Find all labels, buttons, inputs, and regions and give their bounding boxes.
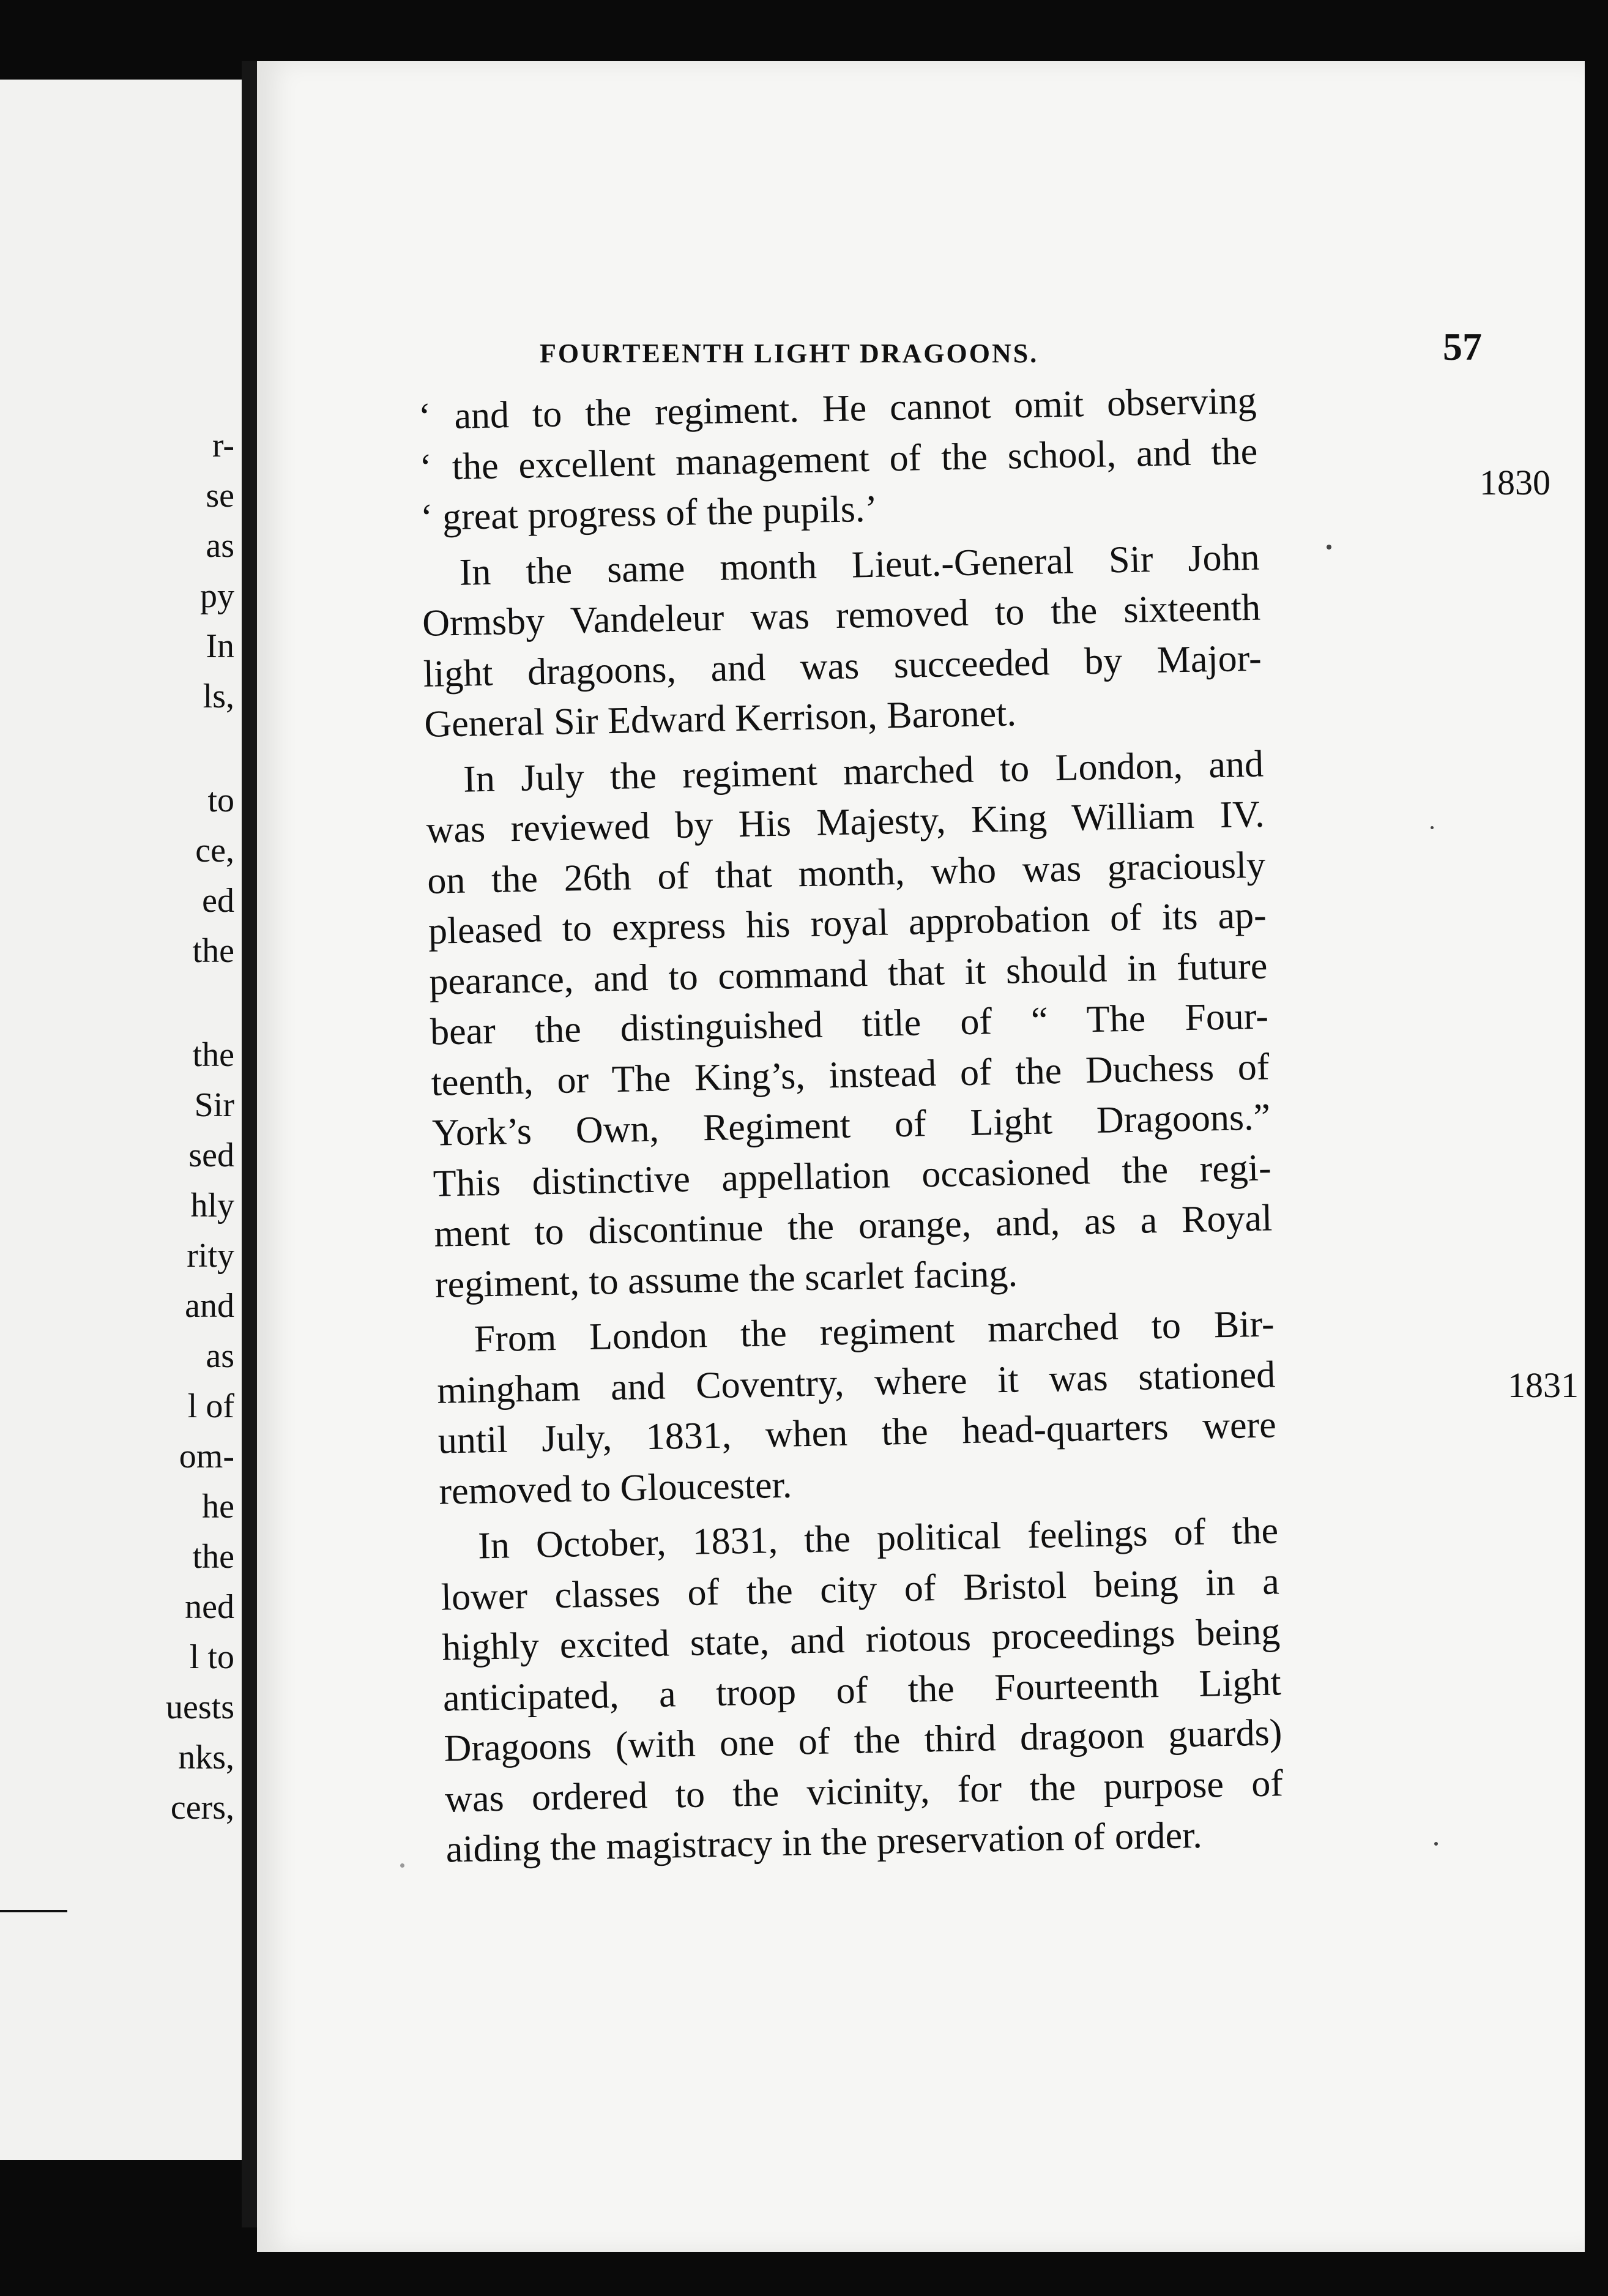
text-line: Ormsby Vandeleur was removed to the sixteenth [422,586,1261,644]
paragraph [425,739,1273,1310]
left-fragment: py [200,577,234,615]
running-head-title: FOURTEENTH LIGHT DRAGOONS. [540,338,1039,368]
text-line: on the 26th of that month, who was graciously [426,844,1266,902]
scan-speck [1327,545,1331,550]
book-gutter [242,61,257,2227]
text-line: York’s Own, Regiment of Light Dragoons.” [431,1096,1271,1154]
left-fragment: cers, [170,1789,234,1827]
text-line: ‘ great progress of the pupils.’ [420,488,878,539]
text-line: pleased to express his royal approbation of its ap- [428,894,1267,952]
text-line: In July the regiment marched to London, and [463,743,1264,800]
text-line: ‘ and to the regiment. He cannot omit observing [418,379,1257,438]
paragraph [436,1299,1278,1516]
text-line: regiment, to assume the scarlet facing. [434,1252,1018,1306]
text-line: until July, 1831, when the head-quarters were [437,1404,1277,1462]
left-fragment: ed [202,882,234,920]
left-fragment: sed [188,1136,234,1174]
text-line: bear the distinguished title of “ The Four- [430,995,1269,1053]
text-line: anticipated, a troop of the Fourteenth Light [442,1661,1282,1720]
left-fragment: l to [189,1638,234,1676]
left-fragment: ls, [203,677,234,715]
left-fragment: om- [179,1437,234,1475]
text-line: teenth, or The King’s, instead of the Duchess of [431,1045,1270,1104]
text-line: From London the regiment marched to Bir- [474,1303,1275,1360]
left-fragment: rity [187,1237,234,1275]
left-fragment: the [192,1538,234,1576]
text-line: removed to Gloucester. [438,1464,792,1513]
left-fragment: and [185,1287,234,1325]
left-fragment: hly [190,1187,234,1224]
text-line: lower classes of the city of Bristol being in a [441,1560,1280,1619]
left-fragment: the [192,932,234,970]
left-fragment: In [206,627,234,665]
text-line: aiding the magistracy in the preservation of order. [445,1814,1203,1871]
left-fragment: r- [212,427,234,464]
text-line: Dragoons (with one of the third dragoon guards) [443,1712,1282,1770]
paragraph [439,1505,1284,1875]
text-line: ment to discontinue the orange, and, as a Royal [433,1197,1273,1255]
left-fragment: uests [166,1688,234,1726]
margin-year-1831: 1831 [1508,1365,1579,1405]
text-line: was ordered to the vicinity, for the purpose of [444,1762,1284,1821]
left-fragment: to [207,781,234,819]
left-fragment: he [202,1488,234,1526]
text-line: General Sir Edward Kerrison, Baronet. [423,692,1017,745]
text-line: light dragoons, and was succeeded by Major- [423,637,1262,695]
left-fragment: nks, [178,1739,234,1776]
text-line: mingham and Coventry, where it was stationed [436,1353,1276,1412]
left-fragment: as [206,1337,234,1375]
left-fragment: the [192,1036,234,1074]
left-page-rule [0,1910,67,1912]
left-fragment: as [206,527,234,565]
left-facing-page [0,80,244,2160]
text-line: highly excited state, and riotous proceedings being [441,1611,1281,1669]
paragraph [418,376,1259,543]
text-line: In October, 1831, the political feelings of the [477,1510,1279,1567]
text-line: In the same month Lieut.-General Sir John [459,536,1260,594]
margin-year-1830: 1830 [1480,463,1550,502]
left-fragment: l of [187,1387,234,1425]
left-fragment: ce, [195,832,234,870]
scan-speck [1431,826,1434,829]
left-fragment: ned [185,1588,234,1626]
scan-speck [400,1863,404,1868]
left-fragment: Sir [194,1086,234,1124]
text-line: pearance, and to command that it should in future [428,945,1268,1003]
text-line: This distinctive appellation occasioned the regi- [433,1146,1272,1205]
text-line: ‘ the excellent management of the school, and the [419,430,1258,488]
text-line: was reviewed by His Majesty, King William IV. [426,793,1265,851]
paragraph [421,532,1263,750]
scan-speck [1434,1842,1438,1846]
page-number: 57 [1443,325,1482,368]
main-page [257,61,1585,2252]
body-text [418,376,1284,1875]
left-fragment: se [206,477,234,515]
